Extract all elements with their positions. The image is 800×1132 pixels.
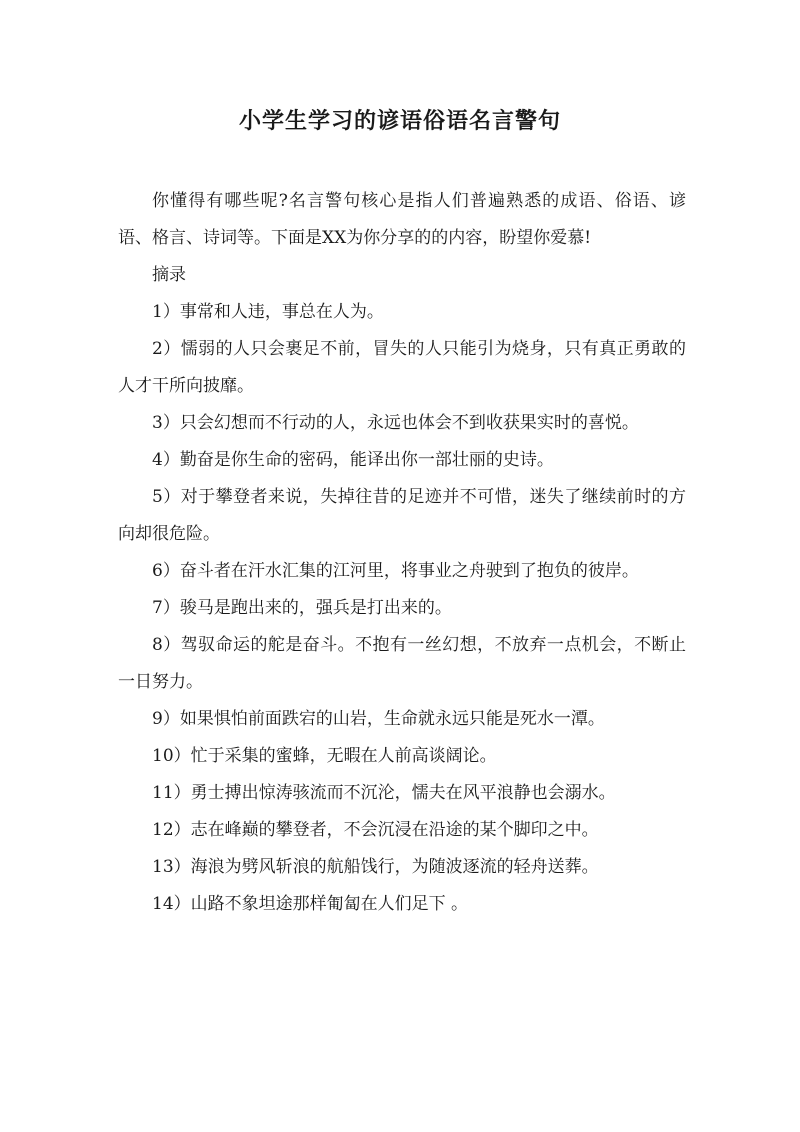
list-item: 1）事常和人违，事总在人为。 <box>152 302 384 322</box>
document-body <box>118 183 686 923</box>
list-item: 2）懦弱的人只会裹足不前，冒失的人只能引为烧身，只有真正勇敢的人才干所向披靡。 <box>118 339 686 396</box>
list-item: 8）驾驭命运的舵是奋斗。不抱有一丝幻想，不放弃一点机会，不断止一日努力。 <box>118 635 686 692</box>
list-item: 14）山路不象坦途那样匍匐在人们足下 。 <box>152 894 469 914</box>
list-item: 7）骏马是跑出来的，强兵是打出来的。 <box>152 598 452 618</box>
document-title: 小学生学习的谚语俗语名言警句 <box>238 108 561 134</box>
list-item: 12）志在峰巅的攀登者，不会沉浸在沿途的某个脚印之中。 <box>152 820 599 840</box>
intro-paragraph: 你懂得有哪些呢?名言警句核心是指人们普遍熟悉的成语、俗语、谚语、格言、诗词等。下面是XX为你分享的的内容，盼望你爱慕! <box>118 191 686 248</box>
list-item: 4）勤奋是你生命的密码，能译出你一部壮丽的史诗。 <box>152 450 554 470</box>
list-item: 5）对于攀登者来说，失掉往昔的足迹并不可惜，迷失了继续前时的方向却很危险。 <box>118 487 686 544</box>
list-item: 3）只会幻想而不行动的人，永远也体会不到收获果实时的喜悦。 <box>152 413 639 433</box>
list-item: 11）勇士搏出惊涛骇流而不沉沦，懦夫在风平浪静也会溺水。 <box>152 783 616 803</box>
list-item: 9）如果惧怕前面跌宕的山岩，生命就永远只能是死水一潭。 <box>152 709 605 729</box>
list-item: 6）奋斗者在汗水汇集的江河里，将事业之舟驶到了抱负的彼岸。 <box>152 561 639 581</box>
excerpt-heading: 摘录 <box>152 265 186 285</box>
list-item: 13）海浪为劈风斩浪的航船饯行，为随波逐流的轻舟送葬。 <box>152 857 599 877</box>
list-item: 10）忙于采集的蜜蜂，无暇在人前高谈阔论。 <box>152 746 497 766</box>
